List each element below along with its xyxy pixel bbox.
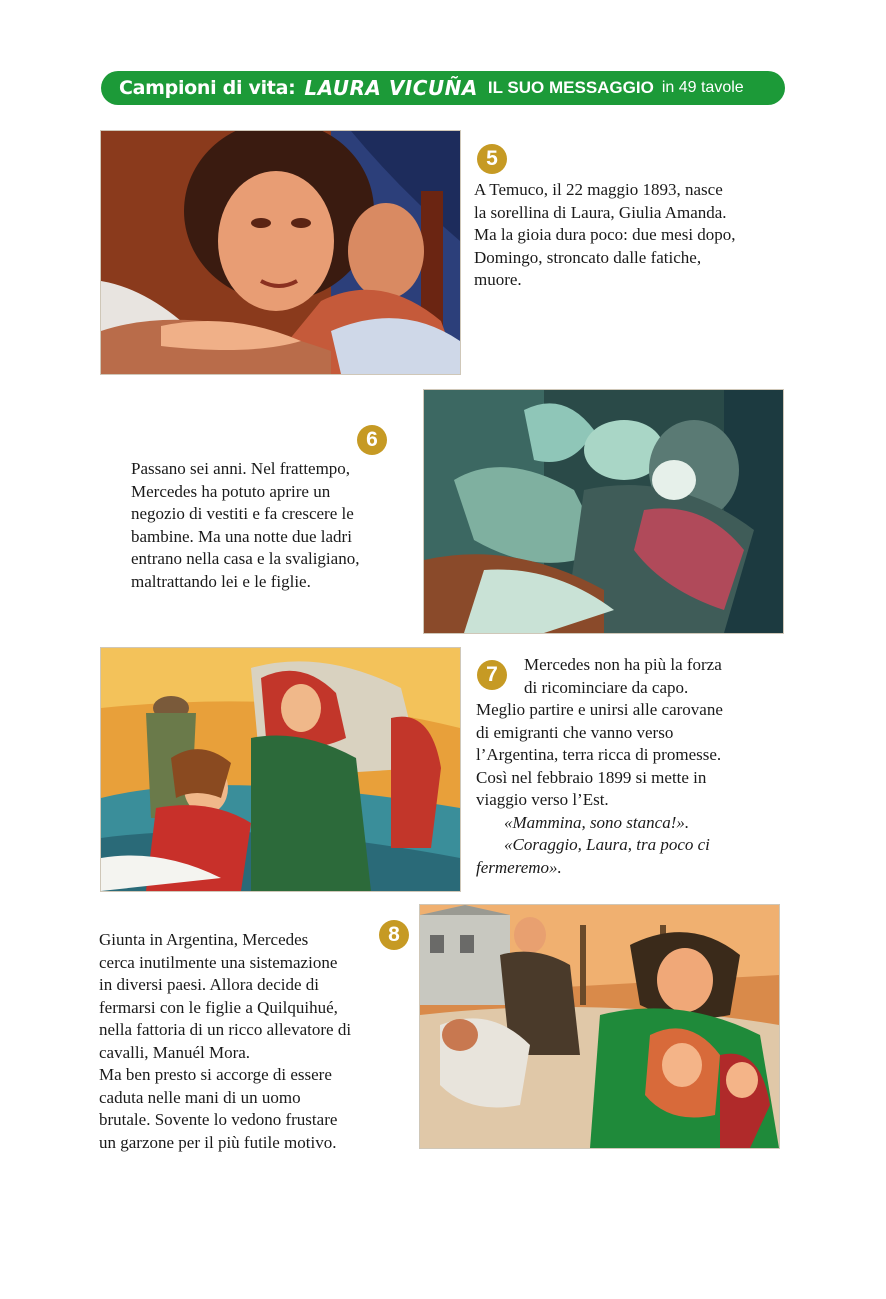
caption-line: la sorellina di Laura, Giulia Amanda. bbox=[474, 202, 727, 222]
caption-line: cerca inutilmente una sistemazione bbox=[99, 952, 338, 972]
caption-line: Mercedes ha potuto aprire un bbox=[131, 481, 331, 501]
caption-line: Così nel febbraio 1899 si mette in bbox=[476, 767, 707, 787]
caption-line: un garzone per il più futile motivo. bbox=[99, 1132, 337, 1152]
caption-line: brutale. Sovente lo vedono frustare bbox=[99, 1110, 338, 1129]
plate-count: in 49 tavole bbox=[661, 79, 744, 96]
panel-number-5: 5 bbox=[477, 144, 507, 174]
caption-line: Mercedes non ha più la forza bbox=[524, 655, 722, 674]
dialogue-line: fermeremo». bbox=[476, 857, 562, 877]
caption-line: bambine. Ma una notte due ladri bbox=[131, 526, 352, 546]
illustration-panel-7 bbox=[100, 647, 461, 892]
caption-line: viaggio verso l’Est. bbox=[476, 790, 609, 809]
panel-number-8: 8 bbox=[379, 920, 409, 950]
caption-line: nella fattoria di un ricco allevatore di bbox=[99, 1020, 352, 1039]
caption-line: cavalli, Manuél Mora. bbox=[99, 1042, 251, 1062]
caption-line: Passano sei anni. Nel frattempo, bbox=[131, 459, 351, 478]
caption-line: l’Argentina, terra ricca di promesse. bbox=[476, 745, 722, 764]
illustration-panel-5 bbox=[100, 130, 461, 375]
caption-line: Meglio partire e unirsi alle carovane bbox=[476, 700, 723, 719]
message-title: IL SUO MESSAGGIO bbox=[487, 78, 654, 97]
illustration-panel-6 bbox=[423, 389, 784, 634]
caption-line: maltrattando lei e le figlie. bbox=[131, 571, 311, 591]
caption-line: Giunta in Argentina, Mercedes bbox=[99, 930, 309, 949]
illustration-panel-8 bbox=[419, 904, 780, 1149]
caption-line: A Temuco, il 22 maggio 1893, nasce bbox=[474, 180, 723, 199]
caption-line: di emigranti che vanno verso bbox=[476, 722, 674, 742]
caption-panel-8 bbox=[99, 929, 351, 1154]
caption-line: Ma la gioia dura poco: due mesi dopo, bbox=[474, 225, 736, 244]
caption-panel-7 bbox=[476, 654, 723, 879]
subject-name: LAURA VICUÑA bbox=[304, 76, 478, 100]
caption-line: negozio di vestiti e fa crescere le bbox=[131, 504, 354, 523]
caption-panel-5 bbox=[474, 179, 736, 292]
dialogue-line: «Mammina, sono stanca!». bbox=[504, 812, 690, 832]
caption-line: Ma ben presto si accorge di essere bbox=[99, 1065, 332, 1084]
caption-line: muore. bbox=[474, 270, 522, 289]
series-title: Campioni di vita: bbox=[119, 77, 296, 99]
caption-line: di ricominciare da capo. bbox=[524, 677, 689, 697]
caption-line: fermarsi con le figlie a Quilquihué, bbox=[99, 997, 338, 1017]
caption-line: entrano nella casa e la svaligiano, bbox=[131, 549, 360, 568]
panel-number-7: 7 bbox=[477, 660, 507, 690]
caption-line: in diversi paesi. Allora decide di bbox=[99, 975, 319, 994]
panel-number-6: 6 bbox=[357, 425, 387, 455]
dialogue-line: «Coraggio, Laura, tra poco ci bbox=[504, 835, 710, 854]
caption-panel-6 bbox=[131, 458, 359, 593]
title-banner bbox=[101, 71, 785, 105]
caption-line: Domingo, stroncato dalle fatiche, bbox=[474, 247, 702, 267]
caption-line: caduta nelle mani di un uomo bbox=[99, 1087, 301, 1107]
